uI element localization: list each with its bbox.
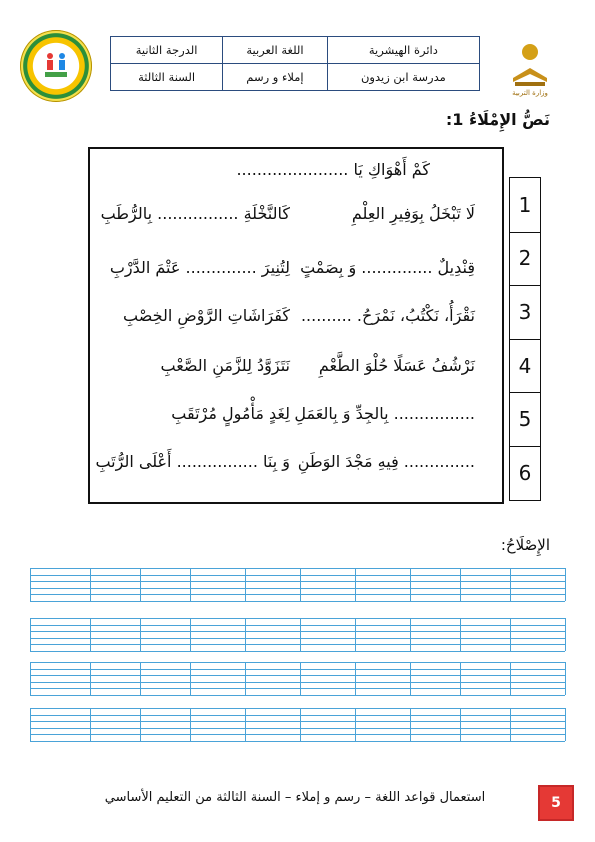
ruled-column-line bbox=[140, 568, 141, 601]
ruled-column-line bbox=[565, 618, 566, 651]
ruled-column-line bbox=[355, 708, 356, 741]
ruled-line bbox=[30, 695, 565, 696]
verse-number: 2 bbox=[510, 232, 540, 287]
ministry-logo bbox=[505, 38, 555, 98]
ruled-line bbox=[30, 715, 565, 716]
children-icon bbox=[42, 50, 70, 80]
verse-number: 4 bbox=[510, 339, 540, 394]
ruled-column-line bbox=[510, 708, 511, 741]
ruled-column-line bbox=[410, 618, 411, 651]
ruled-column-line bbox=[410, 662, 411, 695]
ruled-column-line bbox=[30, 618, 31, 651]
ruled-column-line bbox=[510, 662, 511, 695]
header-cell: السنة الثالثة bbox=[111, 64, 223, 91]
writing-block bbox=[30, 708, 565, 742]
ruled-column-line bbox=[190, 618, 191, 651]
header-cell: مدرسة ابن زيدون bbox=[327, 64, 479, 91]
verse-number: 3 bbox=[510, 285, 540, 340]
writing-block bbox=[30, 568, 565, 602]
ruled-column-line bbox=[300, 662, 301, 695]
ruled-line bbox=[30, 618, 565, 619]
ruled-column-line bbox=[245, 708, 246, 741]
verse-left: كَفَرَاشَاتِ الرَّوْضِ الخِصْبِ bbox=[123, 306, 290, 325]
ruled-column-line bbox=[355, 618, 356, 651]
verse-left: كَالنَّخْلَةِ ................ بِالرُّطَبِ bbox=[100, 204, 290, 223]
verse-right: نَرْشُفُ عَسَلًا حُلْوَ الطَّعْمِ bbox=[318, 356, 475, 375]
ruled-column-line bbox=[460, 708, 461, 741]
ruled-column-line bbox=[90, 618, 91, 651]
header-cell: اللغة العربية bbox=[223, 37, 328, 64]
ruled-column-line bbox=[140, 618, 141, 651]
ruled-column-line bbox=[300, 568, 301, 601]
ruled-line bbox=[30, 601, 565, 602]
verse-left: لِغَدٍ مَأْمُولٍ مُرْتَقَبِ bbox=[171, 404, 290, 423]
school-logo bbox=[20, 30, 92, 102]
exercise-title: نَصُّ الإِمْلَاءُ 1: bbox=[445, 110, 550, 129]
ruled-line bbox=[30, 631, 565, 632]
ruled-column-line bbox=[190, 708, 191, 741]
ruled-line bbox=[30, 581, 565, 582]
ruled-line bbox=[30, 721, 565, 722]
poem-box bbox=[88, 147, 504, 504]
ruled-column-line bbox=[140, 662, 141, 695]
header-cell: دائرة الهيشرية bbox=[327, 37, 479, 64]
verse-number: 5 bbox=[510, 392, 540, 447]
verse-number: 1 bbox=[510, 178, 540, 233]
ruled-line bbox=[30, 594, 565, 595]
ruled-column-line bbox=[410, 568, 411, 601]
ruled-column-line bbox=[355, 568, 356, 601]
ruled-column-line bbox=[565, 662, 566, 695]
ruled-line bbox=[30, 588, 565, 589]
ruled-column-line bbox=[30, 662, 31, 695]
ruled-column-line bbox=[565, 568, 566, 601]
ruled-column-line bbox=[300, 708, 301, 741]
ruled-line bbox=[30, 728, 565, 729]
ruled-column-line bbox=[355, 662, 356, 695]
footer-text: استعمال قواعد اللغة – رسم و إملاء – السنة الثالثة من التعليم الأساسي bbox=[104, 790, 486, 805]
verse-left: وَ بِنَا ................ أَعْلَى الرُّتَبِ bbox=[95, 452, 290, 471]
ruled-column-line bbox=[30, 568, 31, 601]
ruled-column-line bbox=[190, 568, 191, 601]
writing-block bbox=[30, 662, 565, 696]
poem-title: كَمْ أَهْوَاكِ يَا ...................... bbox=[236, 160, 430, 179]
verse-right: قِنْدِيلٌ .............. وَ بِصَمْتٍ bbox=[300, 258, 475, 277]
ruled-column-line bbox=[300, 618, 301, 651]
ruled-line bbox=[30, 675, 565, 676]
header-cell: إملاء و رسم bbox=[223, 64, 328, 91]
verse-left: لِتُنِيرَ .............. عَتْمَ الدَّرْبِ bbox=[109, 258, 290, 277]
ruled-column-line bbox=[245, 568, 246, 601]
header-table bbox=[110, 36, 480, 91]
ruled-column-line bbox=[245, 618, 246, 651]
ruled-line bbox=[30, 734, 565, 735]
ruled-line bbox=[30, 644, 565, 645]
ruled-line bbox=[30, 669, 565, 670]
verse-right: .............. فِيهِ مَجْدَ الوَطَنِ bbox=[297, 452, 475, 471]
verse-right: ................ بِالجِدِّ وَ بِالعَمَلِ bbox=[294, 404, 475, 423]
ruled-column-line bbox=[460, 568, 461, 601]
correction-label: الإِصْلَاحُ: bbox=[500, 536, 550, 554]
ruled-line bbox=[30, 575, 565, 576]
ruled-line bbox=[30, 662, 565, 663]
ruled-column-line bbox=[30, 708, 31, 741]
ruled-column-line bbox=[460, 618, 461, 651]
ruled-line bbox=[30, 708, 565, 709]
verse-right: نَقْرَأُ، نَكْتُبُ، نَمْرَحُ. .......... bbox=[300, 306, 475, 325]
header-cell: الدرجة الثانية bbox=[111, 37, 223, 64]
ruled-line bbox=[30, 682, 565, 683]
ruled-column-line bbox=[410, 708, 411, 741]
ruled-line bbox=[30, 688, 565, 689]
ruled-column-line bbox=[245, 662, 246, 695]
ruled-line bbox=[30, 625, 565, 626]
verse-number: 6 bbox=[518, 460, 532, 485]
ruled-column-line bbox=[90, 662, 91, 695]
ruled-column-line bbox=[90, 708, 91, 741]
ministry-emblem-icon bbox=[505, 38, 555, 98]
ruled-column-line bbox=[190, 662, 191, 695]
ruled-column-line bbox=[140, 708, 141, 741]
ruled-line bbox=[30, 651, 565, 652]
ruled-line bbox=[30, 638, 565, 639]
verse-left: نَتَزَوَّدُ لِلزَّمَنِ الصَّعْبِ bbox=[160, 356, 290, 375]
ruled-column-line bbox=[460, 662, 461, 695]
ruled-line bbox=[30, 741, 565, 742]
ruled-column-line bbox=[510, 568, 511, 601]
verse-right: لَا تَبْخَلُ بِوَفِيرِ العِلْمِ bbox=[351, 204, 475, 223]
verse-number-column bbox=[509, 177, 541, 501]
writing-block bbox=[30, 618, 565, 652]
ruled-line bbox=[30, 568, 565, 569]
ruled-column-line bbox=[510, 618, 511, 651]
ruled-column-line bbox=[565, 708, 566, 741]
ministry-label: وزارة التربية bbox=[512, 89, 548, 97]
page-number-badge: 5 bbox=[538, 785, 574, 821]
ruled-column-line bbox=[90, 568, 91, 601]
